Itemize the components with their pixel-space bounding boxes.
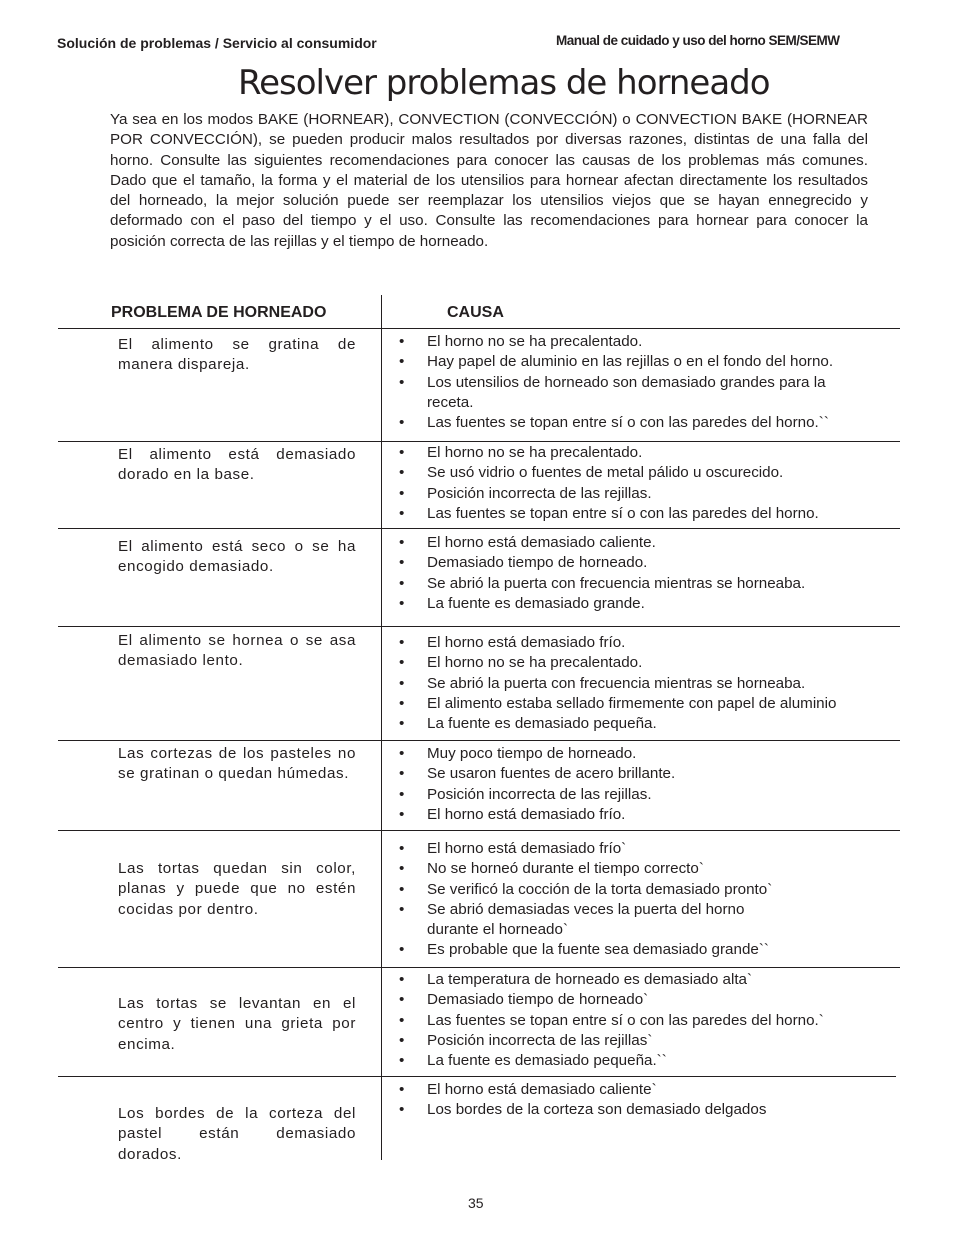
bullet-icon: •: [399, 444, 405, 461]
cause-item: [399, 594, 909, 614]
cause-item: [399, 839, 909, 859]
row-divider: [58, 528, 900, 529]
cause-item: [399, 900, 909, 941]
cause-text: Las fuentes se topan entre sí o con las paredes del horno.`: [427, 1011, 824, 1029]
problem-cell: El alimento se hornea o se asa demasiado lento.: [118, 632, 356, 670]
cause-text: El horno está demasiado caliente`: [427, 1081, 657, 1098]
cause-text: El horno no se ha precalentado.: [427, 333, 643, 350]
cause-text: Las fuentes se topan entre sí o con las paredes del horno.``: [427, 414, 829, 432]
cause-text: Hay papel de aluminio en las rejillas o en el fondo del horno.: [427, 353, 834, 371]
cause-item: [399, 714, 909, 734]
bullet-icon: •: [399, 594, 405, 612]
bullet-icon: •: [399, 1031, 405, 1049]
row-divider: [58, 441, 900, 442]
bullet-icon: •: [399, 414, 405, 432]
cause-item: [399, 1080, 909, 1100]
row-divider: [58, 328, 900, 329]
cause-item: [399, 990, 909, 1010]
bullet-icon: •: [399, 1081, 405, 1098]
cause-text: Posición incorrecta de las rejillas`: [427, 1031, 653, 1049]
cause-item: [399, 805, 909, 825]
cause-text: El horno está demasiado frío.: [427, 805, 626, 823]
cause-text: No se horneó durante el tiempo correcto`: [427, 860, 704, 878]
row-divider: [58, 967, 900, 968]
running-header-manual: Manual de cuidado y uso del horno SEM/SEMW: [556, 33, 840, 48]
cause-text: Las fuentes se topan entre sí o con las paredes del horno.: [427, 504, 819, 522]
cause-item: [399, 694, 909, 714]
problem-cell: El alimento está demasiado dorado en la base.: [118, 446, 356, 484]
cause-item: [399, 553, 909, 573]
bullet-icon: •: [399, 504, 405, 522]
cause-list: [399, 332, 909, 433]
column-divider: [381, 295, 382, 1160]
cause-text: Se usaron fuentes de acero brillante.: [427, 765, 676, 783]
cause-item: [399, 744, 909, 764]
cause-item: [399, 633, 909, 653]
cause-list: [399, 1080, 909, 1121]
cause-list: [399, 839, 909, 961]
problem-cell: Las tortas se levantan en el centro y tienen una grieta por encima.: [118, 995, 356, 1053]
cause-item: [399, 674, 909, 694]
cause-text: Es probable que la fuente sea demasiado grande``: [427, 941, 769, 959]
bullet-icon: •: [399, 765, 405, 783]
bullet-icon: •: [399, 1101, 405, 1119]
bullet-icon: •: [399, 464, 405, 482]
cause-item: [399, 484, 909, 504]
cause-text: Los utensilios de horneado son demasiado grandes para la receta.: [427, 373, 826, 411]
bullet-icon: •: [399, 534, 405, 551]
cause-list: [399, 533, 909, 614]
cause-list: [399, 443, 909, 524]
cause-text: Se usó vidrio o fuentes de metal pálido u oscurecido.: [427, 464, 784, 482]
bullet-icon: •: [399, 373, 405, 391]
problem-cell: Los bordes de la corteza del pastel están demasiado dorados.: [118, 1105, 356, 1163]
bullet-icon: •: [399, 860, 405, 878]
cause-text: El horno está demasiado caliente.: [427, 534, 656, 551]
running-header-section: Solución de problemas / Servicio al consumidor: [57, 35, 377, 51]
cause-text: La fuente es demasiado pequeña.``: [427, 1052, 667, 1070]
column-header-cause: CAUSA: [447, 304, 504, 321]
problem-cell: El alimento está seco o se ha encogido demasiado.: [118, 538, 356, 576]
cause-item: [399, 653, 909, 673]
cause-item: [399, 332, 909, 352]
problem-cell: El alimento se gratina de manera dispareja.: [118, 336, 356, 374]
cause-item: [399, 940, 909, 960]
cause-item: [399, 859, 909, 879]
cause-text: Posición incorrecta de las rejillas.: [427, 785, 652, 803]
cause-item: [399, 970, 909, 990]
bullet-icon: •: [399, 991, 405, 1009]
problem-cell: Las tortas quedan sin color, planas y puede que no estén cocidas por dentro.: [118, 860, 356, 918]
cause-text: Se verificó la cocción de la torta demasiado pronto`: [427, 880, 773, 898]
bullet-icon: •: [399, 484, 405, 502]
bullet-icon: •: [399, 333, 405, 350]
cause-text: La temperatura de horneado es demasiado alta`: [427, 971, 753, 988]
cause-item: [399, 504, 909, 524]
cause-text: Se abrió la puerta con frecuencia mientras se horneaba.: [427, 574, 806, 592]
column-header-problem: PROBLEMA DE HORNEADO: [111, 304, 327, 321]
cause-list: [399, 744, 909, 825]
cause-item: [399, 1031, 909, 1051]
cause-item: [399, 785, 909, 805]
problem-cell: Las cortezas de los pasteles no se gratinan o quedan húmedas.: [118, 745, 356, 783]
bullet-icon: •: [399, 634, 405, 651]
cause-list: [399, 633, 909, 734]
bullet-icon: •: [399, 880, 405, 898]
cause-text: La fuente es demasiado grande.: [427, 594, 645, 612]
bullet-icon: •: [399, 715, 405, 733]
page-number: 35: [468, 1195, 484, 1211]
row-divider: [58, 740, 900, 741]
cause-item: [399, 764, 909, 784]
row-divider: [58, 626, 900, 627]
cause-item: [399, 1011, 909, 1031]
bullet-icon: •: [399, 1011, 405, 1029]
bullet-icon: •: [399, 745, 405, 762]
bullet-icon: •: [399, 941, 405, 959]
cause-text: Los bordes de la corteza son demasiado delgados: [427, 1101, 767, 1119]
cause-item: [399, 352, 909, 372]
bullet-icon: •: [399, 805, 405, 823]
cause-item: [399, 443, 909, 463]
bullet-icon: •: [399, 353, 405, 371]
bullet-icon: •: [399, 574, 405, 592]
cause-item: [399, 1051, 909, 1071]
row-divider: [58, 1076, 896, 1077]
cause-item: [399, 373, 909, 414]
cause-item: [399, 463, 909, 483]
cause-text: Muy poco tiempo de horneado.: [427, 745, 637, 762]
cause-text: El horno está demasiado frío.: [427, 634, 626, 651]
cause-list: [399, 970, 909, 1071]
bullet-icon: •: [399, 654, 405, 672]
cause-text: La fuente es demasiado pequeña.: [427, 715, 657, 733]
cause-text: Se abrió demasiadas veces la puerta del horno durante el horneado`: [427, 900, 745, 939]
cause-text: El alimento estaba sellado firmemente con papel de aluminio: [427, 694, 837, 712]
cause-text: Demasiado tiempo de horneado.: [427, 554, 648, 572]
page-title: Resolver problemas de horneado: [238, 63, 770, 103]
bullet-icon: •: [399, 785, 405, 803]
cause-text: Demasiado tiempo de horneado`: [427, 991, 649, 1009]
intro-paragraph: Ya sea en los modos BAKE (HORNEAR), CONVECTION (CONVECCIÓN) o CONVECTION BAKE (HORNEAR POR CONVECCIÓN), se pueden producir malos resultados por diversas razones, distintas de una falla del horno. Consulte las siguientes recomendaciones para conocer las causas de los problemas más comunes. Dado que el tamaño, la forma y el material de los utensilios para hornear afectan directamente los resultados del horneado, la mejor solución puede ser reemplazar los utensilios viejos que se hayan ennegrecido y deformado con el paso del tiempo y el uso. Consulte las recomendaciones para hornear para conocer la posición correcta de las rejillas y el tiempo de horneado.: [110, 111, 868, 250]
cause-text: El horno no se ha precalentado.: [427, 444, 643, 461]
cause-text: El horno no se ha precalentado.: [427, 654, 643, 672]
bullet-icon: •: [399, 674, 405, 692]
cause-item: [399, 880, 909, 900]
cause-item: [399, 574, 909, 594]
cause-text: Posición incorrecta de las rejillas.: [427, 484, 652, 502]
bullet-icon: •: [399, 694, 405, 712]
cause-item: [399, 413, 909, 433]
cause-text: Se abrió la puerta con frecuencia mientras se horneaba.: [427, 674, 806, 692]
bullet-icon: •: [399, 554, 405, 572]
cause-text: El horno está demasiado frío`: [427, 840, 627, 857]
cause-item: [399, 533, 909, 553]
cause-item: [399, 1100, 909, 1120]
bullet-icon: •: [399, 1052, 405, 1070]
bullet-icon: •: [399, 900, 405, 918]
bullet-icon: •: [399, 971, 405, 988]
row-divider: [58, 830, 900, 831]
bullet-icon: •: [399, 840, 405, 857]
